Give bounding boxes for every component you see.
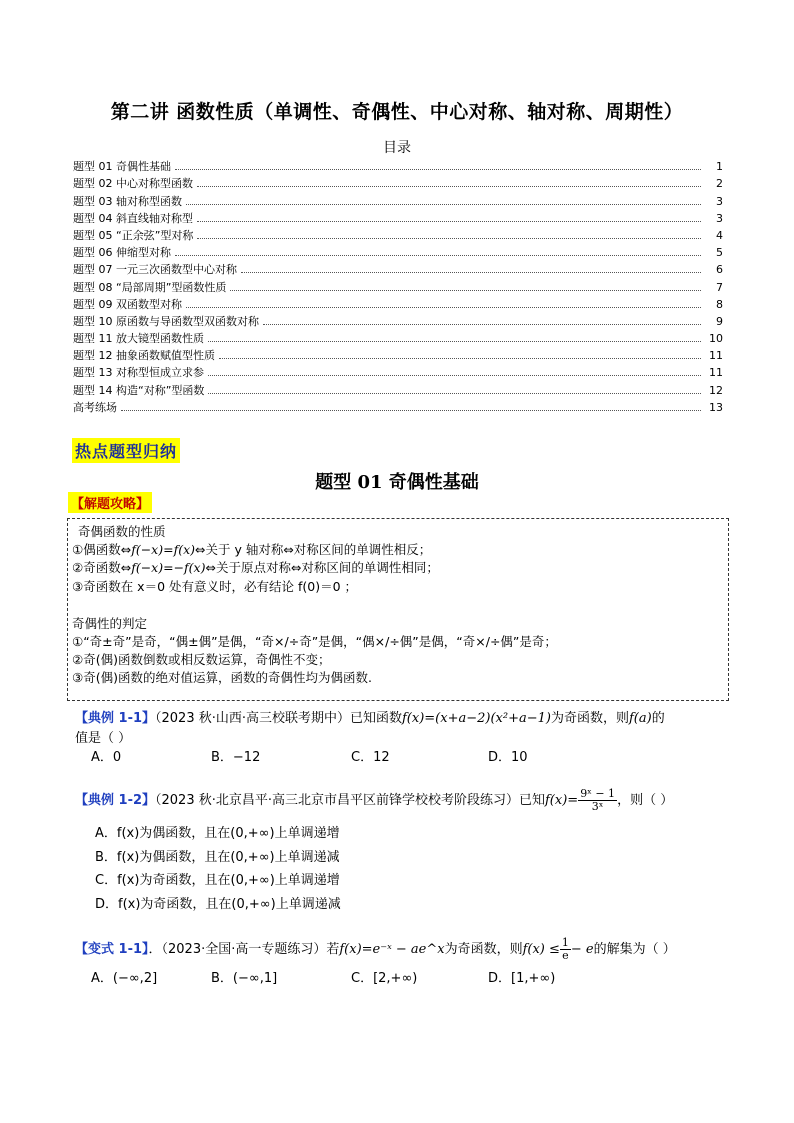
toc-entry-page: 7 [716, 280, 723, 294]
toc-entry[interactable] [73, 362, 723, 379]
toc-leader-dots [263, 324, 701, 325]
q3-option-d[interactable]: D．[1,+∞) [488, 971, 556, 986]
toc-leader-dots [175, 169, 701, 170]
toc-entry[interactable] [73, 190, 723, 207]
toc-leader-dots [208, 341, 701, 342]
toc-leader-dots [175, 255, 701, 256]
q3-option-a[interactable]: A．(−∞,2] [91, 971, 158, 986]
toc-entry-page: 4 [716, 228, 723, 242]
box-rule-2: ②奇(偶)函数倒数或相反数运算，奇偶性不变； [72, 652, 331, 667]
toc-leader-dots [197, 186, 701, 187]
box-heading-judgement: 奇偶性的判定 [72, 616, 148, 631]
toc-entry-label: 题型 06 伸缩型对称 [73, 246, 171, 260]
toc-entry-page: 13 [709, 400, 723, 414]
toc-entry[interactable] [73, 173, 723, 190]
q2-option-c[interactable]: C．f(x)为奇函数，且在(0,+∞)上单调递增 [95, 873, 340, 888]
strategy-label: 【解题攻略】 [68, 492, 152, 513]
toc-entry[interactable] [73, 311, 723, 328]
toc-entry[interactable] [73, 397, 723, 414]
toc-entry[interactable] [73, 294, 723, 311]
q3-option-b[interactable]: B．(−∞,1] [211, 971, 278, 986]
toc-entry-page: 2 [716, 177, 723, 191]
toc-leader-dots [186, 307, 701, 308]
toc-entry-page: 3 [716, 211, 723, 225]
question-tag: 【典例 1-1】 [75, 711, 156, 726]
toc-entry[interactable] [73, 259, 723, 276]
toc-entry[interactable] [73, 328, 723, 345]
toc-entry[interactable] [73, 208, 723, 225]
toc-entry-label: 题型 03 轴对称型函数 [73, 194, 182, 208]
fraction: $\frac{1}{e}$ [561, 936, 569, 962]
q2-option-b[interactable]: B．f(x)为偶函数，且在(0,+∞)上单调递减 [95, 850, 340, 865]
box-line-odd: ②奇函数⇔f(−x)=−f(x)⇔关于原点对称⇔对称区间的单调性相同； [72, 560, 439, 575]
toc-entry-page: 9 [716, 314, 723, 328]
toc-entry[interactable] [73, 345, 723, 362]
toc-entry-label: 题型 14 构造“对称”型函数 [73, 383, 205, 397]
toc-entry-page: 5 [716, 246, 723, 260]
toc-leader-dots [230, 290, 701, 291]
toc-entry-label: 题型 08 “局部周期”型函数性质 [73, 280, 227, 294]
document-title: 第二讲 函数性质（单调性、奇偶性、中心对称、轴对称、周期性） [110, 101, 684, 123]
toc-entry[interactable] [73, 276, 723, 293]
math-expression: f(x)=(x+a−2)(x²+a−1) [402, 711, 551, 726]
question-1-2: 【典例 1-2】（2023 秋·北京昌平·高三北京市昌平区前锋学校校考阶段练习）已知f(x)= $\frac{\text{9ˣ − 1}}{\text{3ˣ}}$ ，则（ ） [75, 787, 674, 813]
table-of-contents [73, 156, 723, 414]
variant-1-1: 【变式 1-1】．（2023·全国·高一专题练习）若f(x)=e⁻ˣ − ae^x为奇函数，则f(x) ≤ $\frac{1}{e}$ − e的解集为（ ） [75, 936, 676, 962]
toc-entry-page: 11 [709, 349, 723, 363]
toc-entry[interactable] [73, 156, 723, 173]
toc-entry[interactable] [73, 242, 723, 259]
toc-entry-label: 题型 01 奇偶性基础 [73, 160, 171, 174]
q2-option-a[interactable]: A．f(x)为偶函数，且在(0,+∞)上单调递增 [95, 826, 340, 841]
toc-leader-dots [197, 238, 701, 239]
toc-leader-dots [219, 358, 701, 359]
hot-topics-label: 热点题型归纳 [72, 438, 180, 463]
toc-entry-label: 高考练场 [73, 400, 117, 414]
toc-leader-dots [197, 221, 701, 222]
q2-option-d[interactable]: D．f(x)为奇函数，且在(0,+∞)上单调递减 [95, 897, 341, 912]
question-1-1: 【典例 1-1】（2023 秋·山西·高三校联考期中）已知函数f(x)=(x+a−2)(x²+a−1)为奇函数，则f(a)的 [75, 711, 665, 726]
toc-leader-dots [208, 375, 701, 376]
toc-heading: 目录 [383, 140, 411, 156]
toc-entry-label: 题型 12 抽象函数赋值型性质 [73, 349, 215, 363]
toc-entry-page: 3 [716, 194, 723, 208]
q3-option-c[interactable]: C．[2,+∞) [351, 971, 418, 986]
question-tag: 【典例 1-2】 [75, 793, 156, 808]
toc-entry-label: 题型 07 一元三次函数型中心对称 [73, 263, 237, 277]
box-line-even: ①偶函数⇔f(−x)=f(x)⇔关于 y 轴对称⇔对称区间的单调性相反； [72, 542, 432, 557]
box-rule-1: ①“奇±奇”是奇，“偶±偶”是偶，“奇×/÷奇”是偶，“偶×/÷偶”是偶，“奇×/÷偶”是奇； [72, 634, 557, 649]
toc-leader-dots [121, 410, 701, 411]
q1-option-c[interactable]: C．12 [351, 750, 390, 765]
toc-entry-page: 12 [709, 383, 723, 397]
toc-entry-label: 题型 09 双函数型对称 [73, 297, 182, 311]
toc-entry-label: 题型 04 斜直线轴对称型 [73, 211, 193, 225]
question-1-1-continued: 值是（ ） [75, 731, 132, 746]
toc-leader-dots [241, 272, 701, 273]
box-line-odd-zero: ③奇函数在 x＝0 处有意义时，必有结论 f(0)＝0 ； [72, 579, 358, 594]
q1-option-a[interactable]: A．0 [91, 750, 122, 765]
q1-option-b[interactable]: B．−12 [211, 750, 261, 765]
toc-entry-page: 6 [716, 263, 723, 277]
fraction: $\frac{\text{9ˣ − 1}}{\text{3ˣ}}$ [580, 787, 616, 813]
toc-entry-label: 题型 05 “正余弦”型对称 [73, 228, 194, 242]
toc-entry-page: 10 [709, 332, 723, 346]
toc-entry[interactable] [73, 379, 723, 396]
toc-entry-label: 题型 11 放大镜型函数性质 [73, 332, 204, 346]
box-rule-3: ③奇(偶)函数的绝对值运算，函数的奇偶性均为偶函数. [72, 670, 372, 685]
toc-entry-label: 题型 10 原函数与导函数型双函数对称 [73, 314, 259, 328]
q1-option-d[interactable]: D．10 [488, 750, 528, 765]
toc-entry-label: 题型 02 中心对称型函数 [73, 177, 193, 191]
question-tag: 【变式 1-1】 [75, 942, 149, 957]
toc-entry-label: 题型 13 对称型恒成立求参 [73, 366, 204, 380]
toc-entry-page: 1 [716, 160, 723, 174]
toc-leader-dots [186, 204, 701, 205]
toc-entry-page: 11 [709, 366, 723, 380]
section-title: 题型 01 奇偶性基础 [315, 472, 479, 493]
box-heading-odd-even-properties: 奇偶函数的性质 [78, 524, 166, 539]
toc-entry-page: 8 [716, 297, 723, 311]
toc-leader-dots [208, 393, 701, 394]
toc-entry[interactable] [73, 225, 723, 242]
